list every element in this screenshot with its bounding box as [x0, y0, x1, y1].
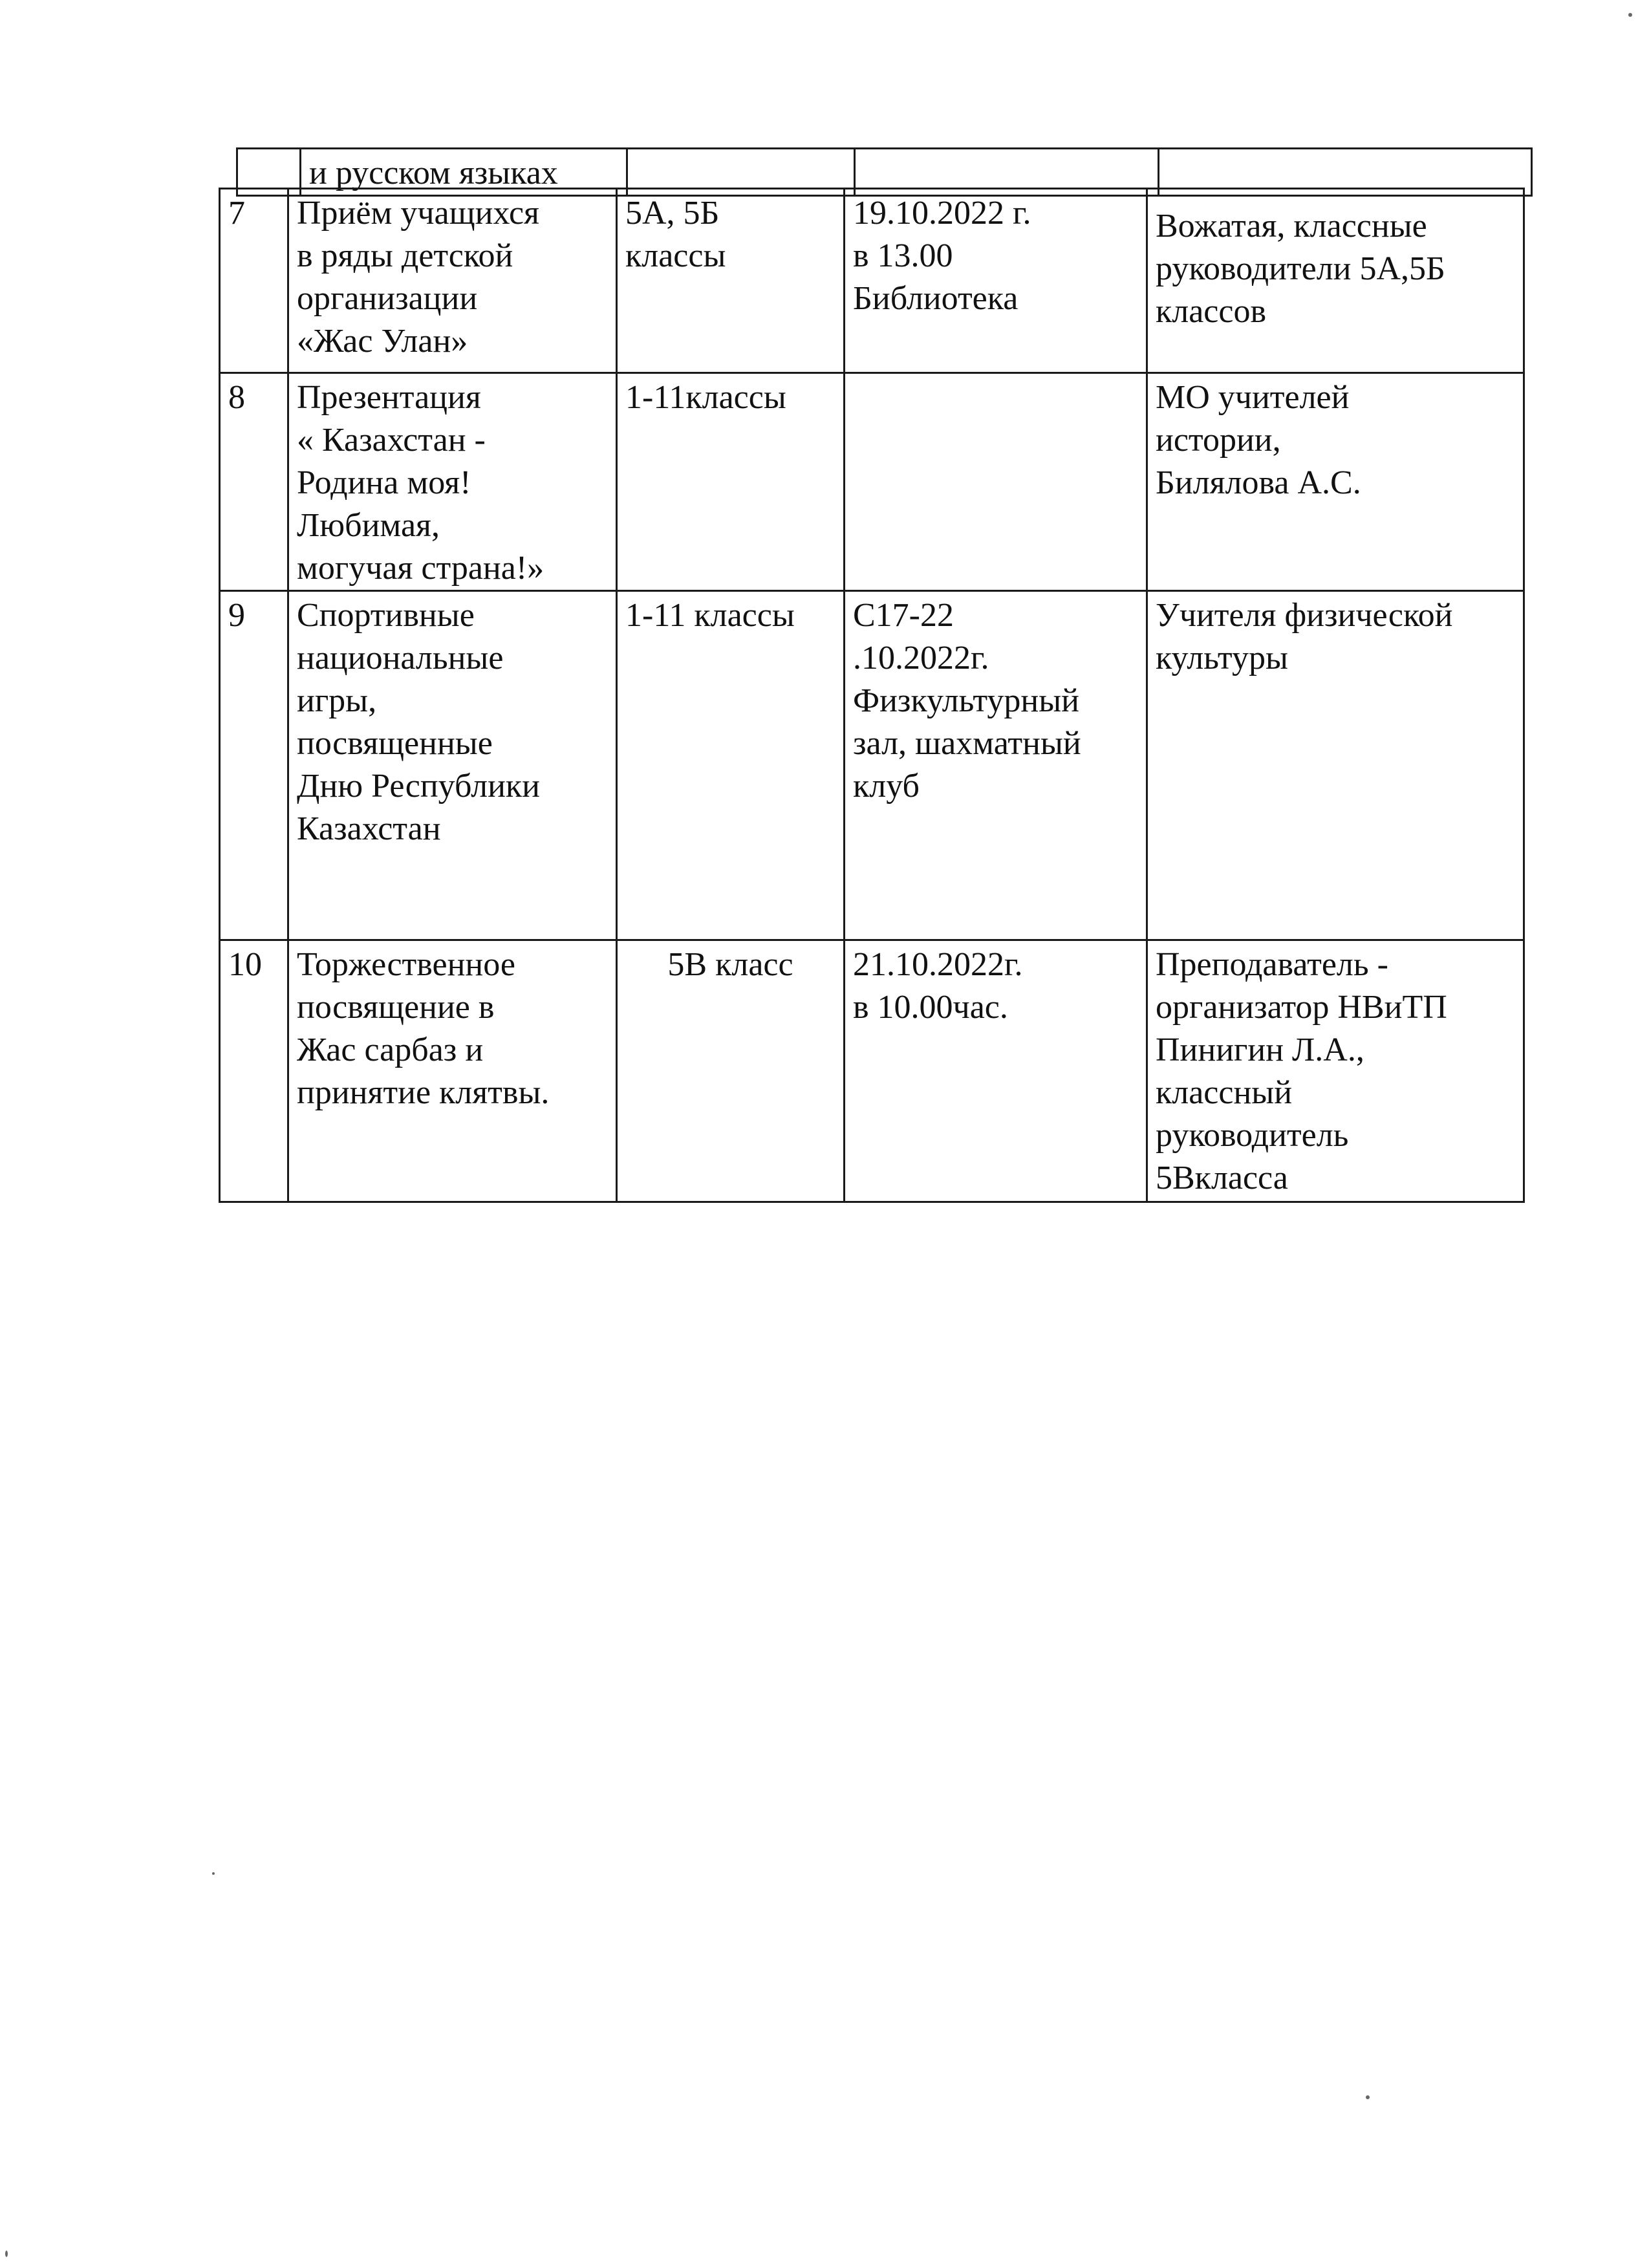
row-number-cell: 10	[220, 940, 288, 1202]
event-cell: Презентация « Казахстан - Родина моя! Любимая, могучая страна!»	[288, 373, 617, 591]
row-number-cell: 8	[220, 373, 288, 591]
table-row	[220, 189, 1524, 373]
scan-speck	[5, 2251, 8, 2257]
event-cell: Спортивные национальные игры, посвященные Дню Республики Казахстан	[288, 591, 617, 940]
date-place-cell: 19.10.2022 г. в 13.00 Библиотека	[845, 189, 1147, 373]
events-plan-table	[219, 188, 1525, 1203]
scan-speck	[1366, 2095, 1370, 2099]
responsible-cell: Учителя физической культуры	[1147, 591, 1524, 940]
scan-speck	[212, 1872, 215, 1875]
event-cell: Приём учащихся в ряды детской организации «Жас Улан»	[288, 189, 617, 373]
date-place-cell	[845, 373, 1147, 591]
table-row	[220, 591, 1524, 940]
table-row	[220, 940, 1524, 1202]
participants-cell: 1-11 классы	[617, 591, 845, 940]
event-cell: Торжественное посвящение в Жас сарбаз и принятие клятвы.	[288, 940, 617, 1202]
responsible-cell: Преподаватель - организатор НВиТП Пинигин Л.А., классный руководитель 5Вкласса	[1147, 940, 1524, 1202]
date-place-cell: 21.10.2022г. в 10.00час.	[845, 940, 1147, 1202]
table-row	[220, 373, 1524, 591]
scan-speck	[1628, 13, 1632, 17]
participants-cell: 5А, 5Б классы	[617, 189, 845, 373]
event-cell: и русском языках	[301, 149, 627, 196]
responsible-cell: Вожатая, классные руководители 5А,5Б классов	[1147, 189, 1524, 373]
responsible-cell: МО учителей истории, Билялова А.С.	[1147, 373, 1524, 591]
row-number-cell: 7	[220, 189, 288, 373]
date-place-cell: С17-22 .10.2022г. Физкультурный зал, шахматный клуб	[845, 591, 1147, 940]
participants-cell: 5В класс	[617, 940, 845, 1202]
participants-cell: 1-11классы	[617, 373, 845, 591]
row-number-cell: 9	[220, 591, 288, 940]
